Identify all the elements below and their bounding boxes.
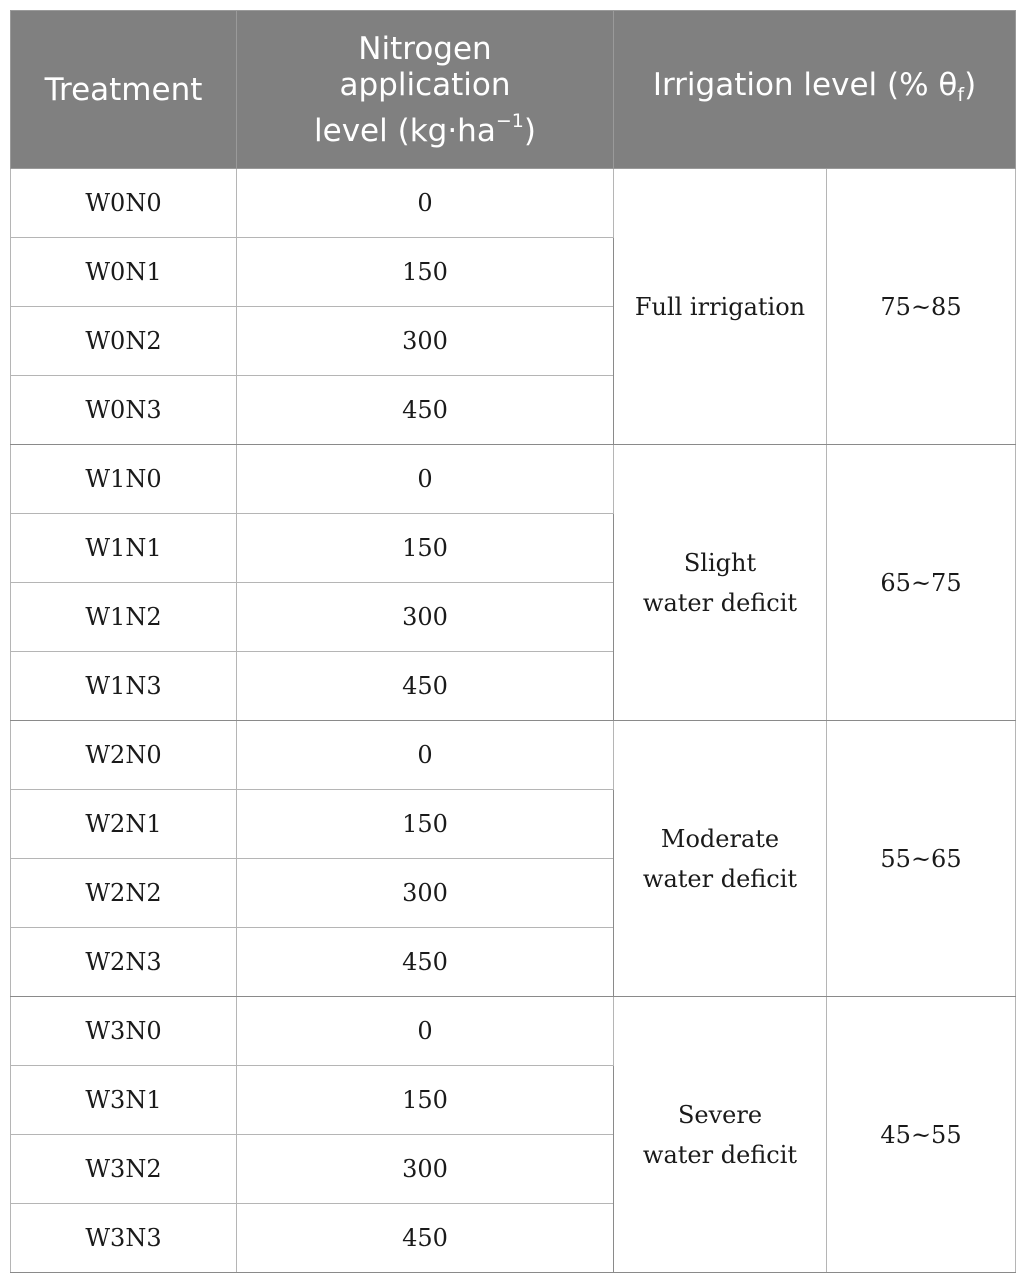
nitrogen-cell: 300 xyxy=(237,859,614,928)
irrigation-group-label-line1: Moderate xyxy=(660,824,780,853)
nitrogen-cell: 450 xyxy=(237,652,614,721)
treatment-cell: W3N2 xyxy=(11,1135,237,1204)
irrigation-group-label xyxy=(614,997,827,1273)
header-nitrogen xyxy=(237,11,614,169)
irrigation-group-label-line1: Full irrigation xyxy=(634,292,806,321)
treatment-cell: W3N3 xyxy=(11,1204,237,1273)
treatment-cell: W1N0 xyxy=(11,445,237,514)
header-nitrogen-line2: application xyxy=(339,66,511,103)
irrigation-group-label-line2: water deficit xyxy=(642,588,798,617)
treatment-cell: W0N3 xyxy=(11,376,237,445)
header-irrigation-subscript: f xyxy=(957,83,965,106)
nitrogen-cell: 300 xyxy=(237,1135,614,1204)
nitrogen-cell: 0 xyxy=(237,721,614,790)
treatment-cell: W3N0 xyxy=(11,997,237,1066)
irrigation-group-label xyxy=(614,445,827,721)
header-nitrogen-line3: level (kg·ha xyxy=(314,112,496,149)
treatment-cell: W2N1 xyxy=(11,790,237,859)
header-nitrogen-close: ) xyxy=(523,112,536,149)
irrigation-group-label xyxy=(614,721,827,997)
irrigation-group-label-line1: Severe xyxy=(677,1100,763,1129)
header-treatment: Treatment xyxy=(11,11,237,169)
irrigation-range-cell: 75~85 xyxy=(827,169,1016,445)
nitrogen-cell: 450 xyxy=(237,928,614,997)
nitrogen-cell: 0 xyxy=(237,445,614,514)
irrigation-range-cell: 45~55 xyxy=(827,997,1016,1273)
treatment-cell: W2N2 xyxy=(11,859,237,928)
table-header xyxy=(11,11,1016,169)
header-row xyxy=(11,11,1016,169)
irrigation-group-label-line2: water deficit xyxy=(642,1140,798,1169)
header-nitrogen-superscript: −1 xyxy=(495,109,524,132)
treatment-cell: W1N2 xyxy=(11,583,237,652)
treatment-cell: W0N0 xyxy=(11,169,237,238)
irrigation-group-label-line1: Slight xyxy=(683,548,757,577)
nitrogen-cell: 300 xyxy=(237,583,614,652)
header-irrigation-close: ) xyxy=(964,66,977,103)
irrigation-range-cell: 65~75 xyxy=(827,445,1016,721)
irrigation-range-cell: 55~65 xyxy=(827,721,1016,997)
table-row xyxy=(11,445,1016,514)
irrigation-group-label-line2: water deficit xyxy=(642,864,798,893)
treatment-cell: W2N3 xyxy=(11,928,237,997)
treatment-table xyxy=(10,10,1016,1273)
irrigation-group-label xyxy=(614,169,827,445)
treatment-cell: W0N1 xyxy=(11,238,237,307)
header-irrigation-main: Irrigation level (% θ xyxy=(652,66,958,103)
nitrogen-cell: 0 xyxy=(237,997,614,1066)
table-row xyxy=(11,721,1016,790)
nitrogen-cell: 150 xyxy=(237,238,614,307)
nitrogen-cell: 450 xyxy=(237,376,614,445)
nitrogen-cell: 450 xyxy=(237,1204,614,1273)
nitrogen-cell: 0 xyxy=(237,169,614,238)
treatment-cell: W0N2 xyxy=(11,307,237,376)
nitrogen-cell: 150 xyxy=(237,790,614,859)
table-row xyxy=(11,997,1016,1066)
nitrogen-cell: 150 xyxy=(237,514,614,583)
treatment-cell: W1N1 xyxy=(11,514,237,583)
table-body xyxy=(11,169,1016,1273)
table-row xyxy=(11,169,1016,238)
treatment-cell: W3N1 xyxy=(11,1066,237,1135)
treatment-cell: W2N0 xyxy=(11,721,237,790)
nitrogen-cell: 300 xyxy=(237,307,614,376)
treatment-cell: W1N3 xyxy=(11,652,237,721)
header-nitrogen-line1: Nitrogen xyxy=(358,30,492,67)
nitrogen-cell: 150 xyxy=(237,1066,614,1135)
header-irrigation xyxy=(614,11,1016,169)
